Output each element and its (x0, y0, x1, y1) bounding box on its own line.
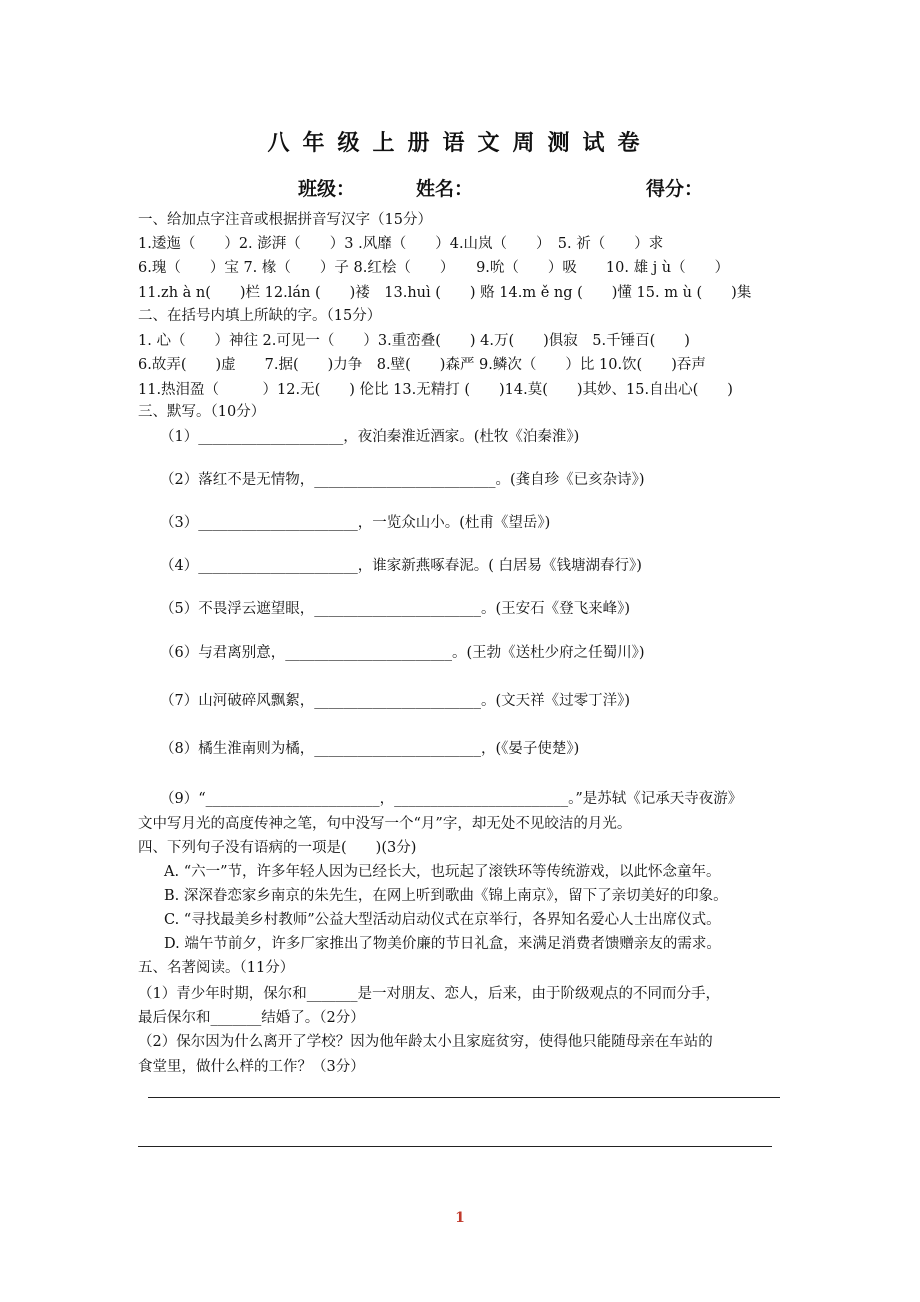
dictation-item-continued: 文中写月光的高度传神之笔，句中没写一个“月”字，却无处不见皎洁的月光。 (138, 816, 632, 832)
section-4-heading: 四、下列句子没有语病的一项是( )(3分) (138, 840, 417, 856)
section-5-heading: 五、名著阅读。（11分） (138, 960, 295, 976)
dictation-item: （3）______________________，一览众山小。(杜甫《望岳》) (160, 515, 551, 531)
class-label: 班级： (298, 178, 356, 200)
option-a: A. “六一”节，许多年轻人因为已经长大，也玩起了滚铁环等传统游戏，以此怀念童年。 (164, 864, 721, 880)
answer-line[interactable] (138, 1146, 772, 1147)
section-3-heading: 三、默写。（10分） (138, 404, 266, 420)
dictation-item: （6）与君离别意，_______________________。(王勃《送杜少府之任蜀川》) (160, 645, 645, 661)
reading-question-continued: 最后保尔和_______结婚了。（2分） (138, 1010, 365, 1026)
question-line: 1.逶迤（ ）2. 澎湃（ ）3 .风靡（ ）4.山岚（ ） 5. 祈（ ）求 (138, 236, 664, 252)
question-line: 11.zh à n( )栏 12.lán ( )褛 13.huì ( ) 赂 14.m ě ng ( )懂 15. m ù ( )集 (138, 285, 752, 301)
dictation-item: （7）山河破碎风飘絮，_______________________。(文天祥《过零丁洋》) (160, 693, 631, 709)
question-line: 6.瑰（ ）宝 7. 椽（ ）子 8.红桧（ ） 9.吮（ ）吸 10. 雄 j ù（ ） (138, 260, 730, 276)
dictation-item: （8）橘生淮南则为橘，_______________________，(《晏子使楚》) (160, 741, 580, 757)
dictation-item: （2）落红不是无情物，_________________________。(龚自珍《已亥杂诗》) (160, 472, 645, 488)
reading-question: （1）青少年时期，保尔和_______是一对朋友、恋人，后来，由于阶级观点的不同而分手， (138, 986, 720, 1002)
name-label: 姓名： (416, 178, 474, 200)
answer-line[interactable] (148, 1097, 780, 1098)
question-line: 11.热泪盈（ ）12.无( ) 伦比 13.无精打 ( )14.莫( )其妙、15.自出心( ) (138, 382, 733, 398)
question-line: 1. 心（ ）神往 2.可见一（ ）3.重峦叠( ) 4.万( )俱寂 5.千锤百( ) (138, 333, 690, 349)
dictation-item: （5）不畏浮云遮望眼，_______________________。(王安石《登飞来峰》) (160, 601, 631, 617)
dictation-item: （1）____________________，夜泊秦淮近酒家。(杜牧《泊秦淮》) (160, 429, 580, 445)
dictation-item: （9）“________________________，________________________。”是苏轼《记承天寺夜游》 (160, 791, 743, 807)
question-line: 6.故弄( )虚 7.据( )力争 8.壁( )森严 9.鳞次（ ）比 10.饮( )吞声 (138, 357, 706, 373)
page-number: 1 (455, 1210, 465, 1226)
option-b: B. 深深眷恋家乡南京的朱先生，在网上听到歌曲《锦上南京》，留下了亲切美好的印象。 (164, 888, 728, 904)
section-2-heading: 二、在括号内填上所缺的字。（15分） (138, 308, 382, 324)
section-1-heading: 一、给加点字注音或根据拼音写汉字（15分） (138, 212, 432, 228)
dictation-item: （4）______________________，谁家新燕啄春泥。( 白居易《钱塘湖春行》) (160, 558, 642, 574)
reading-question: （2）保尔因为什么离开了学校？因为他年龄太小且家庭贫穷，使得他只能随母亲在车站的 (138, 1034, 713, 1050)
score-label: 得分： (646, 178, 704, 200)
reading-question-continued: 食堂里，做什么样的工作？（3分） (138, 1059, 365, 1075)
page-title: 八年级上册语文周测试卷 (267, 131, 653, 156)
option-c: C. “寻找最美乡村教师”公益大型活动启动仪式在京举行，各界知名爱心人士出席仪式。 (164, 912, 721, 928)
option-d: D. 端午节前夕，许多厂家推出了物美价廉的节日礼盒，来满足消费者馈赠亲友的需求。 (164, 936, 721, 952)
